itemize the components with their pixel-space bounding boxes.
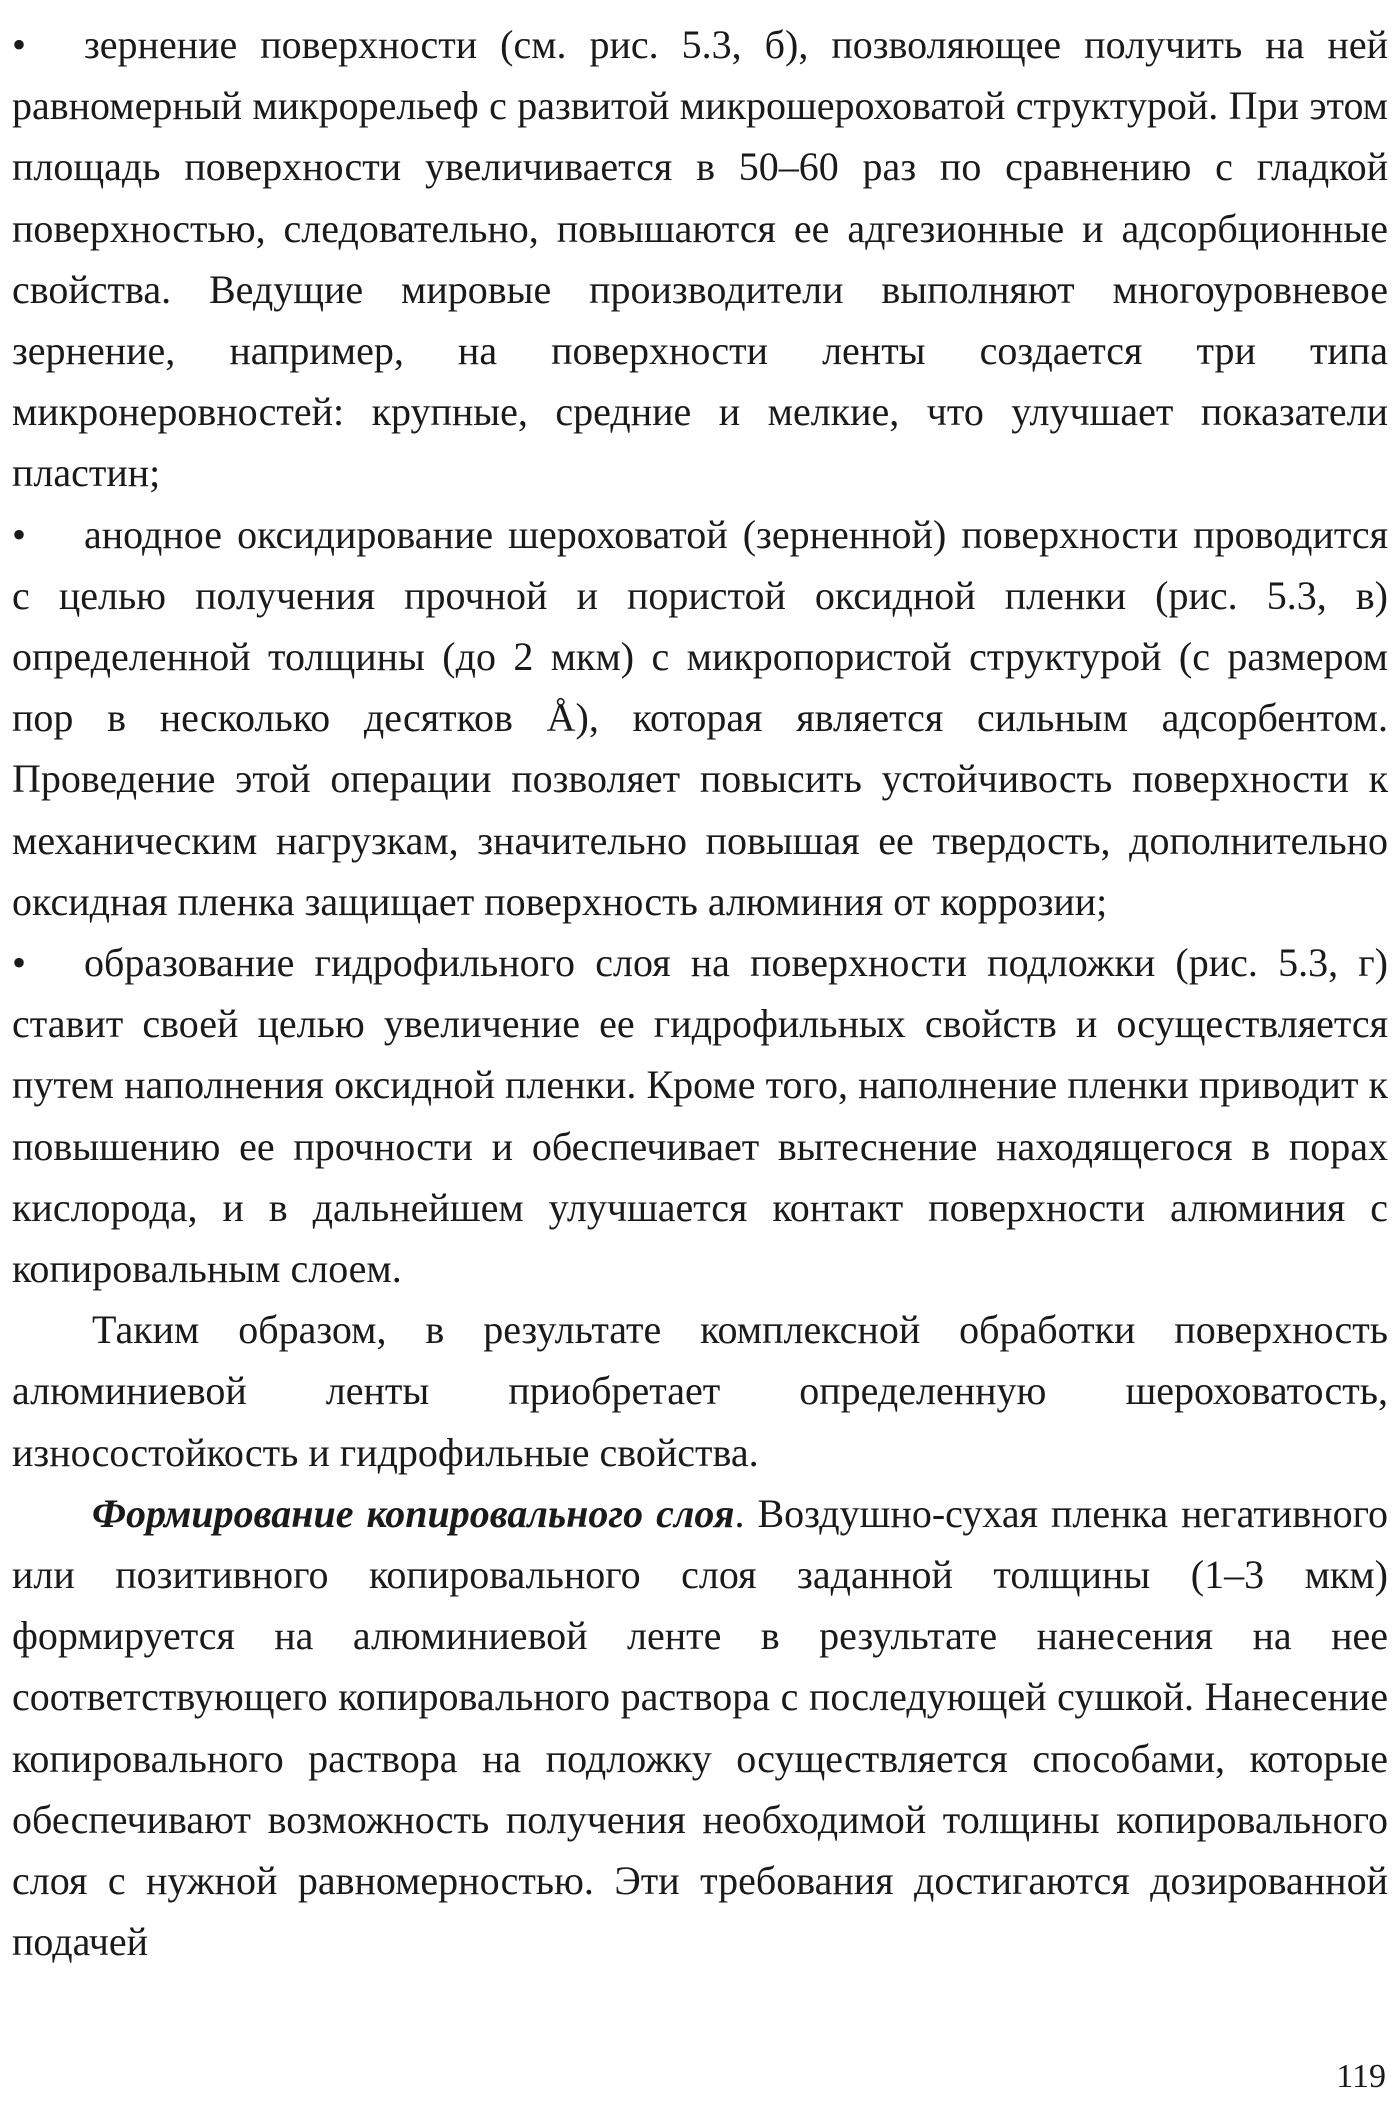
section-heading: Формирование копировального слоя (92, 1490, 735, 1536)
section-heading-punct: . (734, 1490, 745, 1536)
bullet-marker: • (12, 940, 27, 986)
bullet-item (12, 14, 1388, 504)
bullet-text: зернение поверхности (см. рис. 5.3, б), позволяющее получить на ней равномерный микрорельеф с развитой микрошероховатой структурой. При этом площадь поверхности увеличивается в 50–60 раз по сравнению с гладкой поверхностью, следовательно, повышаются ее адгезионные и адсорбционные свойства. Ведущие мировые производители выполняют многоуровневое зернение, например, на поверхности ленты создается три типа микронеровностей: крупные, средние и мелкие, что улучшает показатели пластин; (12, 22, 1388, 496)
page-body (12, 14, 1388, 1973)
bullet-item (12, 504, 1388, 932)
bullet-text: анодное оксидирование шероховатой (зерненной) поверхности проводится с целью получения прочной и пористой оксидной пленки (рис. 5.3, в) определенной толщины (до 2 мкм) с микропористой структурой (с размером пор в несколько десятков Å), которая является сильным адсорбентом. Проведение этой операции позволяет повысить устойчивость поверхности к механическим нагрузкам, значительно повышая ее твердость, дополнительно оксидная пленка защищает поверхность алюминия от коррозии; (12, 511, 1388, 924)
section-paragraph (12, 1483, 1388, 1973)
bullet-text: образование гидрофильного слоя на поверхности подложки (рис. 5.3, г) ставит своей целью увеличение ее гидрофильных свойств и осуществляется путем наполнения оксидной пленки. Кроме того, наполнение пленки приводит к повышению ее прочности и обеспечивает вытеснение находящегося в порах кислорода, и в дальнейшем улучшается контакт поверхности алюминия с копировальным слоем. (12, 940, 1388, 1292)
bullet-item (12, 932, 1388, 1299)
page-number: 119 (1336, 2058, 1386, 2095)
bullet-marker: • (12, 22, 27, 67)
bullet-marker: • (12, 511, 27, 557)
section-text: Воздушно-сухая пленка негативного или позитивного копировального слоя заданной толщины (1–3 мкм) формируется на алюминиевой ленте в результате нанесения на нее соответствующего копировального раствора с последующей сушкой. Нанесение копировального раствора на подложку осуществляется способами, которые обеспечивают возможность получения необходимой толщины копировального слоя с нужной равномерностью. Эти требования достигаются дозированной подачей (12, 1490, 1388, 1965)
summary-paragraph: Таким образом, в результате комплексной обработки поверхность алюминиевой ленты приобретает определенную шероховатость, износостойкость и гидрофильные свойства. (12, 1307, 1388, 1475)
